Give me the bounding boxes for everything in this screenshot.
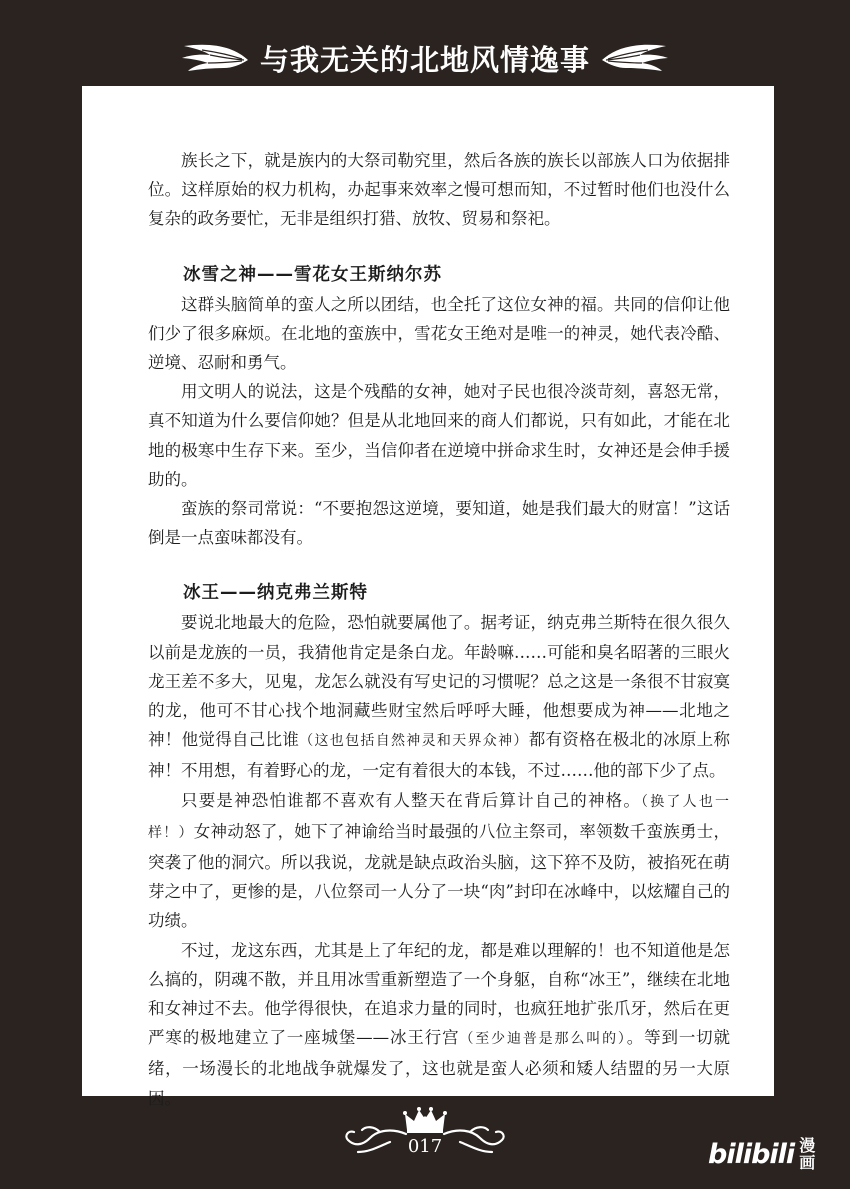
text-run: 。等到一切就绪，一场漫长的北地战争就爆发了，这也就是蛮人必须和矮人结盟的另一大原因。 xyxy=(148,1028,731,1108)
paragraph xyxy=(148,786,730,936)
bilibili-logo: bilibili xyxy=(708,1138,795,1170)
text-run: 不过，龙这东西，尤其是上了年纪的龙，都是难以理解的！也不知道他是怎么搞的，阴魂不散，并且用冰雪重新塑造了一个身躯，自称“冰王”，继续在北地和女神过不去。他学得很快，在追求力量的同时，也疯狂地扩张爪牙，然后在更严寒的极地建立了一座城堡——冰王行宫 xyxy=(148,940,730,1048)
wing-right-icon xyxy=(600,38,670,78)
page-content xyxy=(148,146,730,1113)
wing-left-icon xyxy=(180,38,250,78)
text-run: 都有资格在极北的冰原上称神！不用想，有着野心的龙，一定有着很大的本钱，不过……他的部下少了点。 xyxy=(148,730,731,781)
text-run: 只要是神恐怕谁都不喜欢有人整天在背后算计自己的神格。 xyxy=(181,790,642,810)
paragraph xyxy=(148,936,730,1113)
text-run: 女神动怒了，她下了神谕给当时最强的八位主祭司，率领数千蛮族勇士，突袭了他的洞穴。所以我说，龙就是缺点政治头脑，这下猝不及防，被掐死在萌芽之中了，更惨的是，八位祭司一人分了一块“肉”封印在冰峰中，以炫耀自己的功绩。 xyxy=(148,821,731,931)
paragraph: 这群头脑简单的蛮人之所以团结，也全托了这位女神的福。共同的信仰让他们少了很多麻烦。在北地的蛮族中，雪花女王绝对是唯一的神灵，她代表冷酷、逆境、忍耐和勇气。 xyxy=(148,294,730,373)
aside-note: （至少迪普是那么叫的） xyxy=(459,1031,627,1048)
paragraph: 族长之下，就是族内的大祭司勒究里，然后各族的族长以部族人口为依据排位。这样原始的权力机构，办起事来效率之慢可想而知，不过暂时他们也没什么复杂的政务要忙，无非是组织打猎、放牧、贸易和祭祀。 xyxy=(148,151,730,229)
page-number: 017 xyxy=(407,1136,443,1157)
paragraph: 蛮族的祭司常说：“不要抱怨这逆境，要知道，她是我们最大的财富！”这话倒是一点蛮味都没有。 xyxy=(148,499,730,548)
section-heading-snow-queen: 冰雪之神——雪花女王斯纳尔苏 xyxy=(183,264,442,285)
paragraph xyxy=(148,608,730,785)
book-title: 与我无关的北地风情逸事 xyxy=(259,42,590,77)
manga-label: 漫画 xyxy=(799,1136,816,1172)
section-heading-ice-king: 冰王——纳克弗兰斯特 xyxy=(183,583,368,604)
paragraph: 用文明人的说法，这是个残酷的女神，她对子民也很冷淡苛刻，喜怒无常，真不知道为什么要信仰她？但是从北地回来的商人们都说，只有如此，才能在北地的极寒中生存下来。至少，当信仰者在逆境中拼命求生时，女神还是会伸手援助的。 xyxy=(148,382,730,489)
aside-note: （这也包括自然神灵和天界众神） xyxy=(299,733,529,750)
aside-note: （换了人也一样！） xyxy=(148,793,731,841)
page-sheet xyxy=(82,86,774,1108)
bilibili-watermark xyxy=(708,1132,838,1176)
page-header xyxy=(0,32,850,84)
text-run: 要说北地最大的危险，恐怕就要属他了。据考证，纳克弗兰斯特在很久很久以前是龙族的一员，我猜他肯定是条白龙。年龄嘛……可能和臭名昭著的三眼火龙王差不多大，见鬼，龙怎么就没有写史记的习惯呢？总之这是一条很不甘寂寞的龙，他可不甘心找个地洞藏些财宝然后呼呼大睡，他想要成为神——北地之神！他觉得自己比谁 xyxy=(148,613,730,750)
